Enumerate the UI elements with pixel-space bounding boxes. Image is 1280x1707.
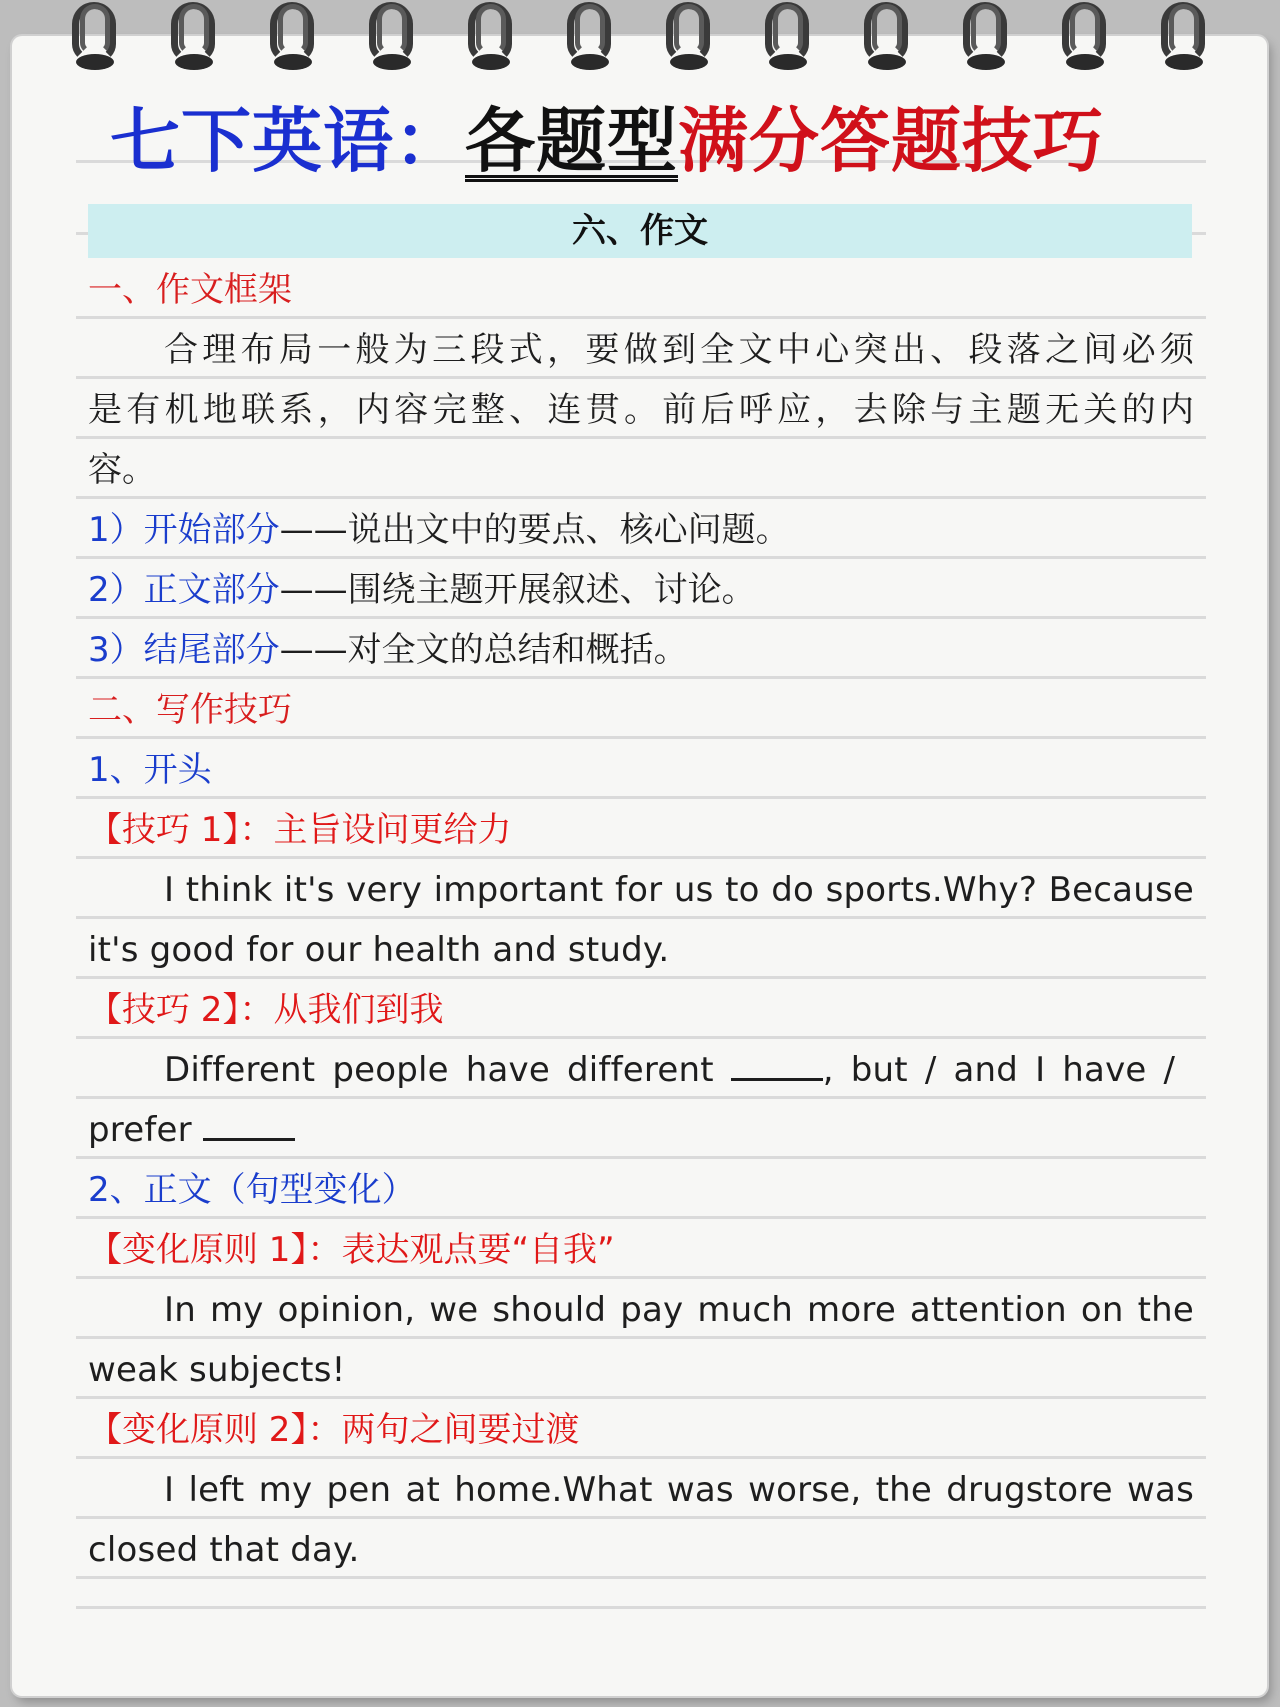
ring-icon [165, 2, 223, 74]
paragraph-line: 合理布局一般为三段式，要做到全文中心突出、段落之间必须 [164, 330, 1194, 370]
ring-icon [957, 2, 1015, 74]
subheading-body: 2、正文（句型变化） [88, 1170, 416, 1210]
example-line [88, 1100, 1194, 1160]
list-item-label: 2）正文部分 [88, 570, 280, 610]
example-text: prefer [88, 1110, 192, 1150]
rule-heading: 【变化原则 2】：两句之间要过渡 [88, 1410, 580, 1450]
title-prefix: 七下英语： [110, 99, 465, 182]
example-line [88, 1040, 1194, 1100]
ring-icon [660, 2, 718, 74]
example-text: , but / and I have / [822, 1050, 1176, 1090]
ring-icon [1155, 2, 1213, 74]
list-item-text: ——说出文中的要点、核心问题。 [279, 510, 790, 550]
title-middle: 各题型 [465, 99, 678, 182]
heading-techniques: 二、写作技巧 [88, 690, 292, 730]
heading-framework: 一、作文框架 [88, 270, 292, 310]
ring-icon [858, 2, 916, 74]
example-line: In my opinion, we should pay much more attention on the [164, 1290, 1194, 1330]
ring-icon [66, 2, 124, 74]
list-item-label: 3）结尾部分 [88, 630, 280, 670]
section-heading: 六、作文 [88, 204, 1192, 258]
ring-icon [759, 2, 817, 74]
list-item [88, 620, 1194, 680]
ring-icon [363, 2, 421, 74]
tip-heading: 【技巧 1】：主旨设问更给力 [88, 810, 512, 850]
rule-heading: 【变化原则 1】：表达观点要“自我” [88, 1230, 615, 1270]
fill-blank [203, 1110, 295, 1141]
subheading-opening: 1、开头 [88, 750, 212, 790]
list-item-text: ——对全文的总结和概括。 [279, 630, 688, 670]
example-line: closed that day. [88, 1530, 360, 1570]
paragraph-line: 容。 [88, 450, 156, 490]
tip-heading: 【技巧 2】：从我们到我 [88, 990, 444, 1030]
ring-icon [561, 2, 619, 74]
example-line: it's good for our health and study. [88, 930, 670, 970]
example-text: Different people have different [164, 1050, 714, 1090]
list-item [88, 560, 1194, 620]
list-item [88, 500, 1194, 560]
spiral-binding [0, 0, 1280, 80]
ring-icon [264, 2, 322, 74]
paragraph-line: 是有机地联系，内容完整、连贯。前后呼应，去除与主题无关的内 [88, 390, 1194, 430]
example-line: I think it's very important for us to do sports.Why? Because [164, 870, 1194, 910]
page-title [110, 96, 1210, 186]
example-line: weak subjects! [88, 1350, 346, 1390]
ring-icon [1056, 2, 1114, 74]
list-item-text: ——围绕主题开展叙述、讨论。 [279, 570, 756, 610]
example-line: I left my pen at home.What was worse, the drugstore was [164, 1470, 1194, 1510]
title-suffix: 满分答题技巧 [678, 99, 1104, 182]
ring-icon [462, 2, 520, 74]
fill-blank [731, 1046, 823, 1081]
list-item-label: 1）开始部分 [88, 510, 280, 550]
